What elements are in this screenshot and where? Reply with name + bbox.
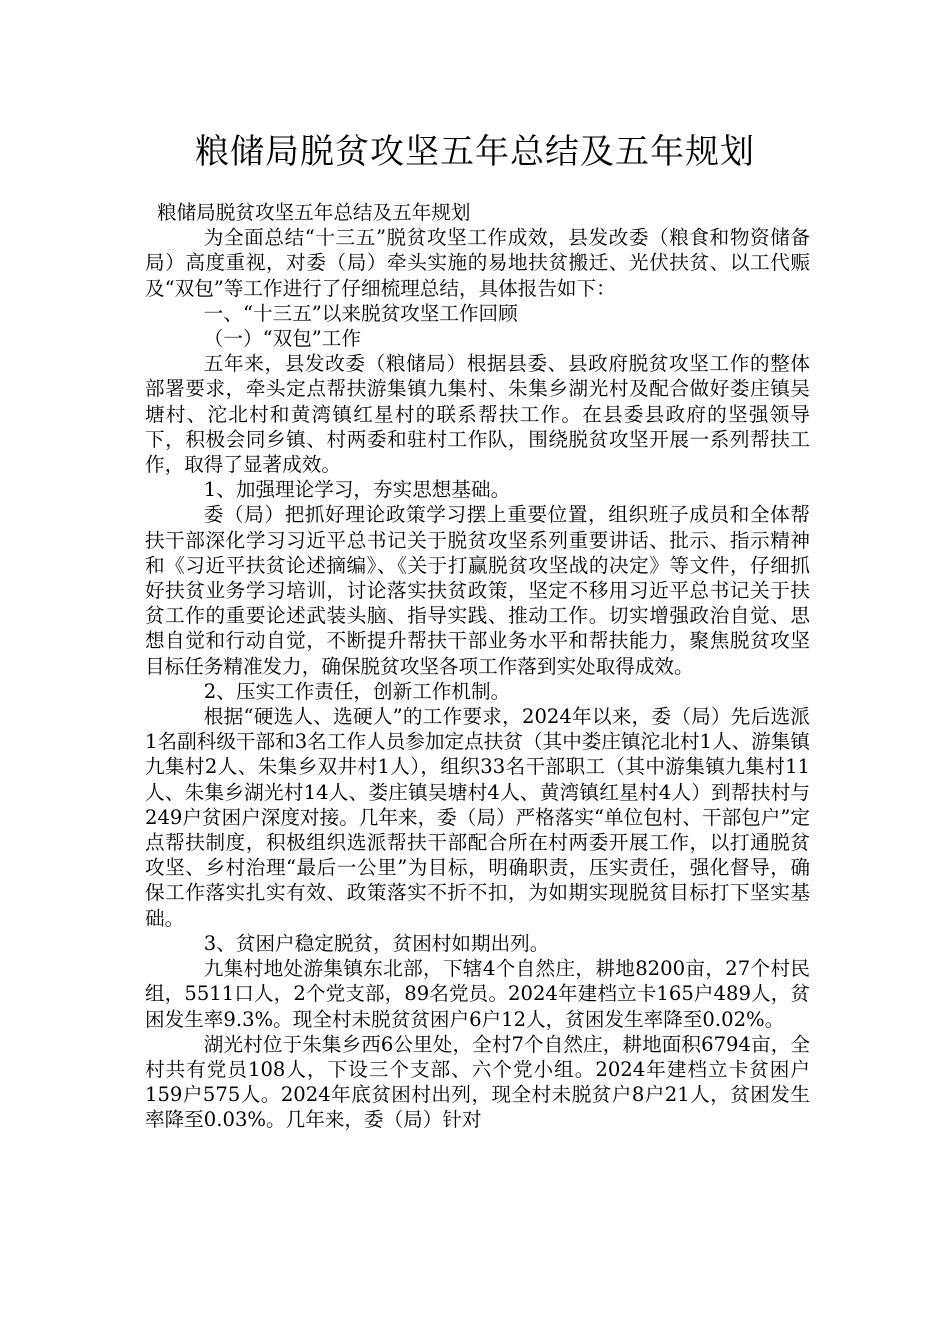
paragraph-jiuji-village: 九集村地处游集镇东北部，下辖4个自然庄，耕地8200亩，27个村民组，5511口人，2个党支部，89名党员。2024年建档立卡165户489人，贫困发生率9.3%。现全村未脱贫贫困户6户12人，贫困发生率降至0.02%。 xyxy=(145,957,810,1031)
heading-item-2: 2、压实工作责任，创新工作机制。 xyxy=(203,679,511,703)
paragraph-responsibility: 根据“硬选人、选硬人”的工作要求，2024年以来，委（局）先后选派1名副科级干部和3名工作人员参加定点扶贫（其中娄庄镇沱北村1人、游集镇九集村2人、朱集乡双井村1人），组织33名干部职工（其中游集镇九集村11人、朱集乡湖光村14人、娄庄镇吴塘村4人、黄湾镇红星村4人）到帮扶村与249户贫困户深度对接。几年来，委（局）严格落实“单位包村、干部包户”定点帮扶制度，积极组织选派帮扶干部配合所在村两委开展工作，以打通脱贫攻坚、乡村治理“最后一公里”为目标，明确职责，压实责任，强化督导，确保工作落实扎实有效、政策落实不折不扣，为如期实现脱贫目标打下坚实基础。 xyxy=(145,705,810,930)
document-title: 粮储局脱贫攻坚五年总结及五年规划 xyxy=(195,132,755,172)
paragraph-shuangbao: 五年来，县发改委（粮储局）根据县委、县政府脱贫攻坚工作的整体部署要求，牵头定点帮扶游集镇九集村、朱集乡湖光村及配合做好娄庄镇吴塘村、沱北村和黄湾镇红星村的联系帮扶工作。在县委县政府的坚强领导下，积极会同乡镇、村两委和驻村工作队，围绕脱贫攻坚开展一系列帮扶工作，取得了显著成效。 xyxy=(145,352,810,477)
paragraph-huguang-village: 湖光村位于朱集乡西6公里处，全村7个自然庄，耕地面积6794亩，全村共有党员108人，下设三个支部、六个党小组。2024年建档立卡贫困户159户575人。2024年底贫困村出列，现全村未脱贫户8户21人，贫困发生率降至0.03%。几年来，委（局）针对 xyxy=(145,1032,810,1132)
document-body xyxy=(145,200,810,1133)
document-subtitle: 粮储局脱贫攻坚五年总结及五年规划 xyxy=(157,201,471,224)
heading-item-3: 3、贫困户稳定脱贫，贫困村如期出列。 xyxy=(203,931,550,955)
heading-subsection-1: （一）“双包”工作 xyxy=(203,327,361,351)
heading-section-1: 一、“十三五”以来脱贫攻坚工作回顾 xyxy=(203,301,518,325)
paragraph-theory-study: 委（局）把抓好理论政策学习摆上重要位置，组织班子成员和全体帮扶干部深化学习习近平总书记关于脱贫攻坚系列重要讲话、批示、指示精神和《习近平扶贫论述摘编》、《关于打赢脱贫攻坚战的决定》等文件，仔细抓好扶贫业务学习培训，讨论落实扶贫政策，坚定不移用习近平总书记关于扶贫工作的重要论述武装头脑、指导实践、推动工作。切实增强政治自觉、思想自觉和行动自觉，不断提升帮扶干部业务水平和帮扶能力，聚焦脱贫攻坚目标任务精准发力，确保脱贫攻坚各项工作落到实处取得成效。 xyxy=(145,503,810,678)
heading-item-1: 1、加强理论学习，夯实思想基础。 xyxy=(203,478,511,502)
paragraph-intro: 为全面总结“十三五”脱贫攻坚工作成效，县发改委（粮食和物资储备局）高度重视，对委（局）牵头实施的易地扶贫搬迁、光伏扶贫、以工代赈及“双包”等工作进行了仔细梳理总结，具体报告如下： xyxy=(145,226,810,300)
